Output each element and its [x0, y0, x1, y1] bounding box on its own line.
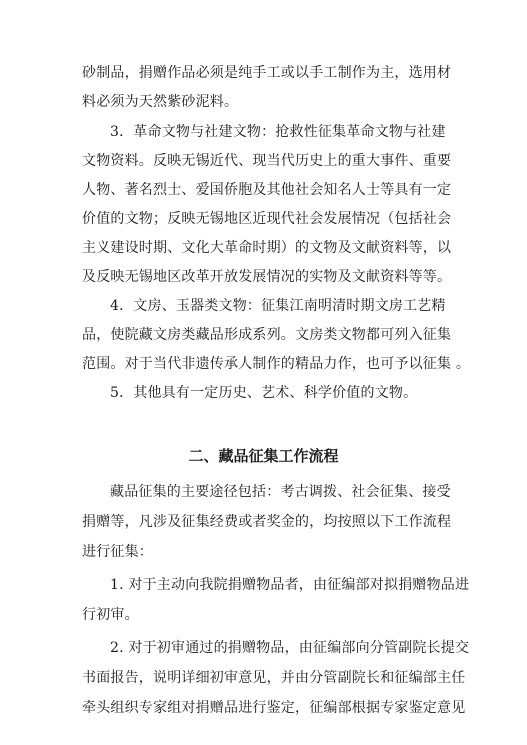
paragraph-line: 人物、著名烈士、爱国侨胞及其他社会知名人士等具有一定 [82, 182, 452, 198]
paragraph-line: 3．革命文物与社建文物：抢救性征集革命文物与社建 [110, 124, 446, 140]
paragraph-line: 砂制品，捐赠作品必须是纯手工或以手工制作为主，选用材 [82, 65, 452, 81]
paragraph-line: 文物资料。反映无锡近代、现当代历史上的重大事件、重要 [82, 153, 452, 169]
paragraph-line: 1. 对于主动向我院捐赠物品者，由征编部对拟捐赠物品进 [110, 577, 470, 593]
paragraph-line: 牵头组织专家组对捐赠品进行鉴定，征编部根据专家鉴定意见 [82, 700, 466, 716]
paragraph-line: 藏品征集的主要途径包括：考古调拨、社会征集、接受 [110, 484, 451, 500]
paragraph-line: 及反映无锡地区改革开放发展情况的实物及文献资料等等。 [82, 269, 452, 285]
paragraph-line: 行初审。 [82, 607, 139, 623]
paragraph-line: 价值的文物；反映无锡地区近现代社会发展情况（包括社会 [82, 211, 452, 227]
paragraph-line: 范围。对于当代非遗传承人制作的精品力作，也可予以征集 。 [82, 356, 471, 372]
paragraph-line: 捐赠等，凡涉及征集经费或者奖金的，均按照以下工作流程 [82, 514, 452, 530]
paragraph-line: 料必须为天然紫砂泥料。 [82, 94, 239, 110]
paragraph-line: 主义建设时期、文化大革命时期）的文物及文献资料等，以 [82, 240, 452, 256]
paragraph-line: 进行征集： [82, 544, 153, 560]
paragraph-line: 5．其他具有一定历史、艺术、科学价值的文物。 [110, 385, 418, 401]
paragraph-line: 书面报告，说明详细初审意见，并由分管副院长和征编部主任 [82, 670, 466, 686]
paragraph-line: 4．文房、玉器类文物：征集江南明清时期文房工艺精 [110, 298, 446, 314]
paragraph-line: 2. 对于初审通过的捐赠物品，由征编部向分管副院长提交 [110, 640, 470, 656]
paragraph-line: 品，使院藏文房类藏品形成系列。文房类文物都可列入征集 [82, 327, 452, 343]
section-heading: 二、藏品征集工作流程 [188, 447, 339, 465]
